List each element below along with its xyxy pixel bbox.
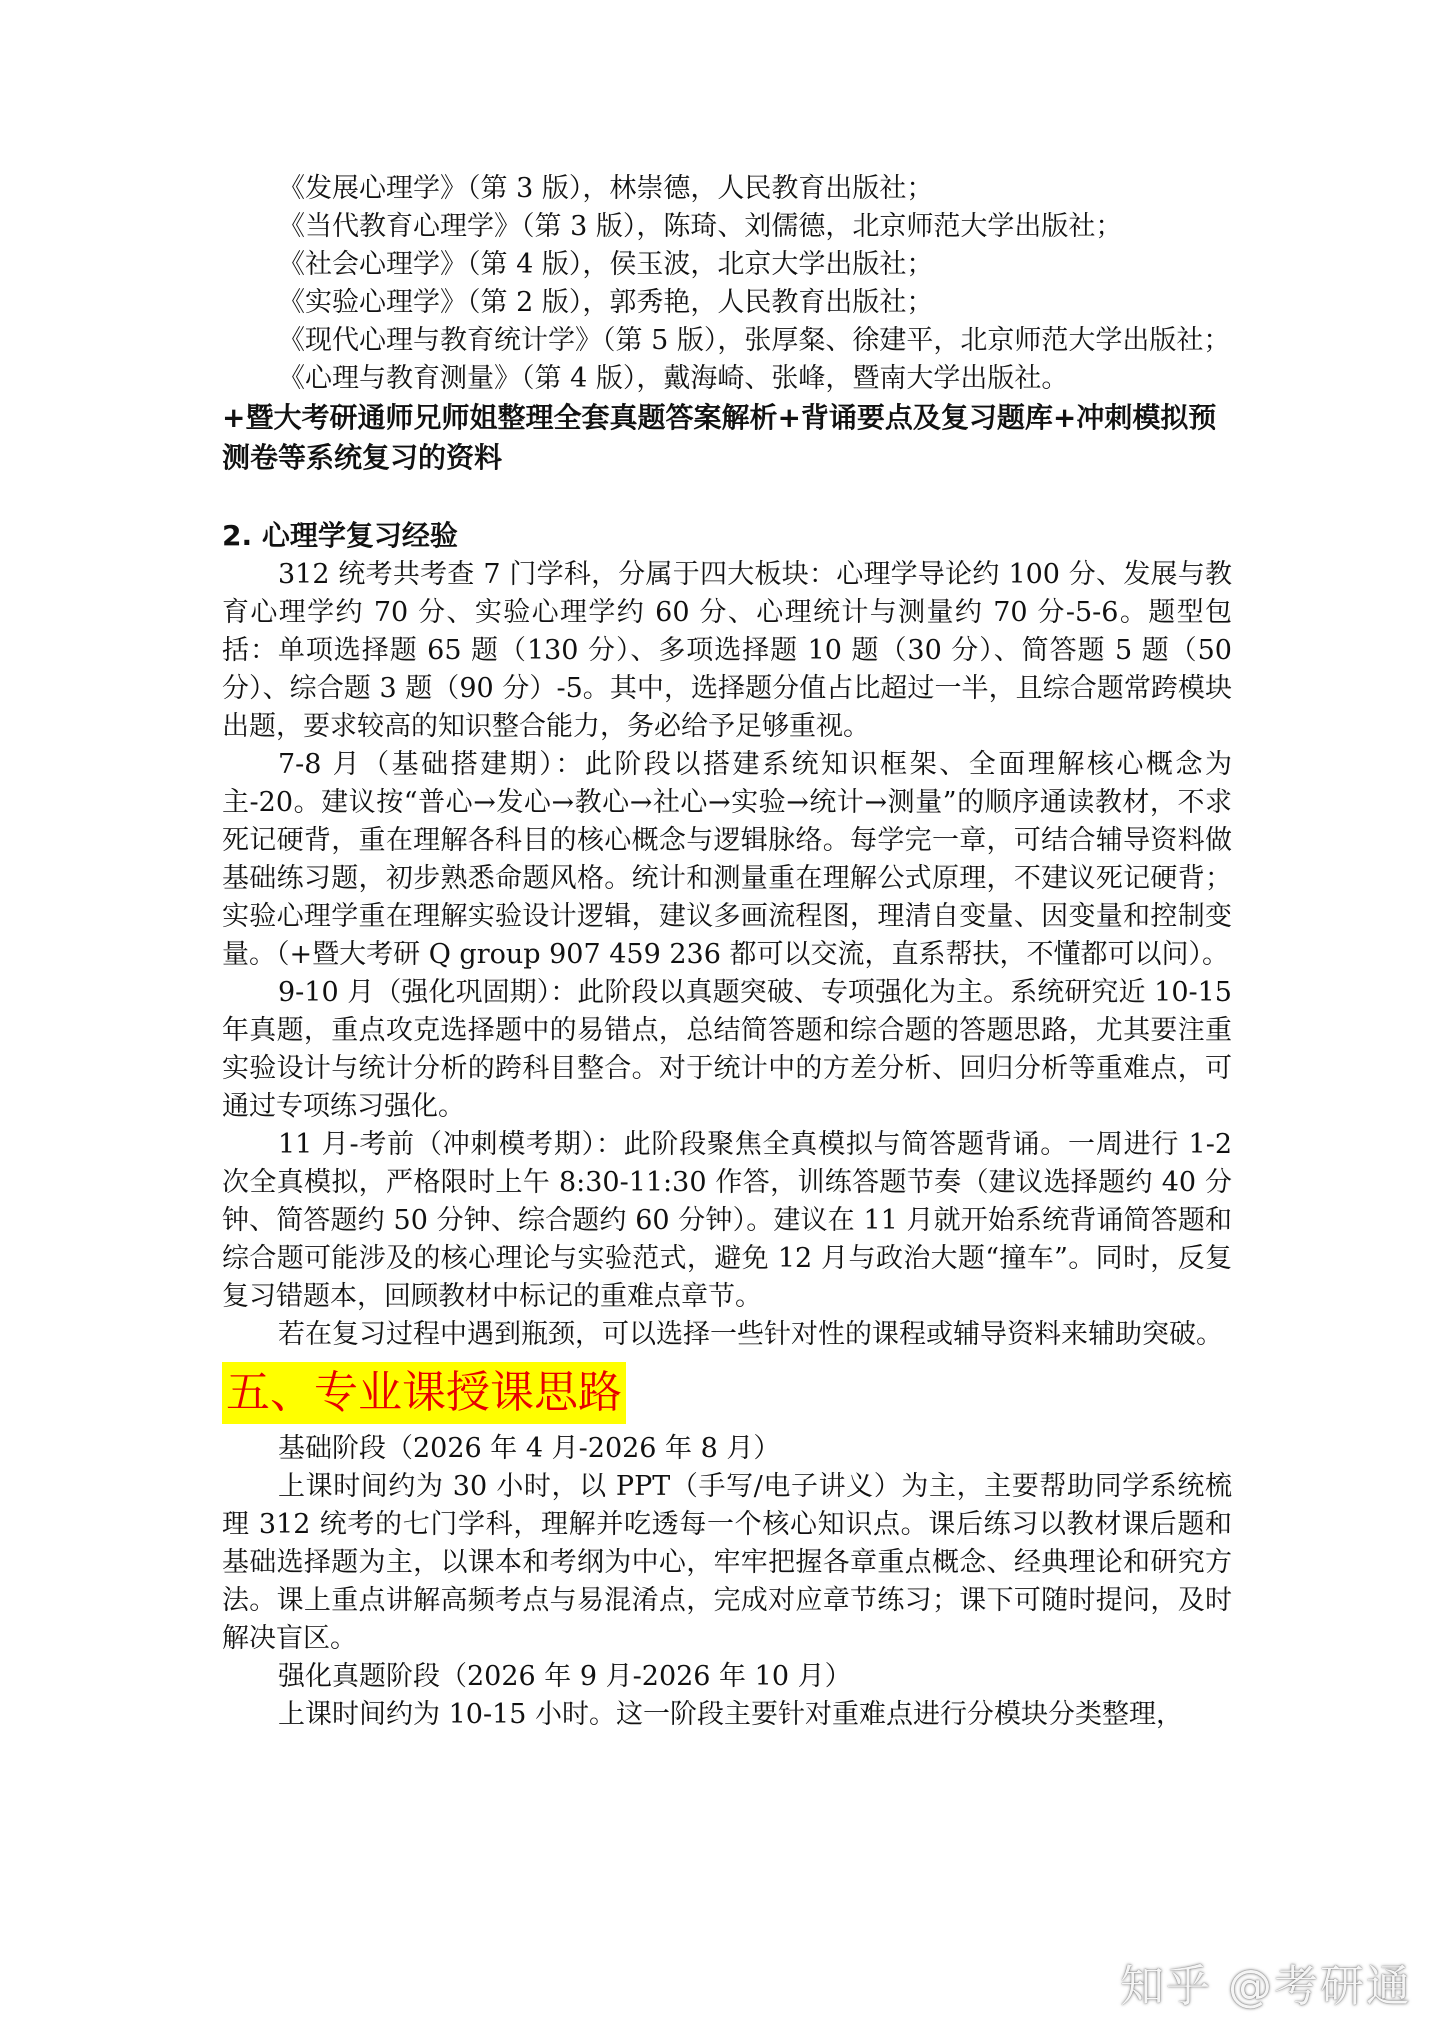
book-item: 《实验心理学》（第 2 版），郭秀艳，人民教育出版社； [278, 287, 934, 318]
book-item: 《社会心理学》（第 4 版），侯玉波，北京大学出版社； [278, 249, 934, 280]
watermark: 知乎 @考研通 [1120, 1961, 1412, 2012]
book-item: 《现代心理与教育统计学》（第 5 版），张厚粲、徐建平，北京师范大学出版社； [278, 325, 1231, 356]
paragraph: 11 月-考前（冲刺模考期）：此阶段聚焦全真模拟与简答题背诵。一周进行 1-2 次全真模拟，严格限时上午 8:30-11:30 作答，训练答题节奏（建议选择题约 40 分钟、简答题约 50 分钟、综合题约 60 分钟）。建议在 11 月就开始系统背诵简答题和综合题可能涉及的核心理论与实验范式，避免 12 月与政治大题“撞车”。同时，反复复习错题本，回顾教材中标记的重难点章节。 [222, 1129, 1232, 1312]
spacer [222, 478, 1232, 516]
book-item: 《发展心理学》（第 3 版），林崇德，人民教育出版社； [278, 173, 934, 204]
stage-title: 强化真题阶段（2026 年 9 月-2026 年 10 月） [278, 1661, 852, 1692]
document-page [222, 170, 1232, 1734]
heading-wrap [222, 1362, 1232, 1424]
paragraph: 7-8 月（基础搭建期）：此阶段以搭建系统知识框架、全面理解核心概念为主-20。建议按“普心→发心→教心→社心→实验→统计→测量”的顺序通读教材，不求死记硬背，重在理解各科目的核心概念与逻辑脉络。每学完一章，可结合辅导资料做基础练习题，初步熟悉命题风格。统计和测量重在理解公式原理，不建议死记硬背；实验心理学重在理解实验设计逻辑，建议多画流程图，理清自变量、因变量和控制变量。（+暨大考研 Q group 907 459 236 都可以交流，直系帮扶，不懂都可以问）。 [222, 749, 1232, 970]
paragraph: 上课时间约为 10-15 小时。这一阶段主要针对重难点进行分模块分类整理， [278, 1699, 1183, 1730]
section-title: 2. 心理学复习经验 [222, 519, 458, 552]
paragraph: 312 统考共考查 7 门学科，分属于四大板块：心理学导论约 100 分、发展与教育心理学约 70 分、实验心理学约 60 分、心理统计与测量约 70 分-5-6。题型包括：单项选择题 65 题（130 分）、多项选择题 10 题（30 分）、简答题 5 题（50 分）、综合题 3 题（90 分）-5。其中，选择题分值占比超过一半，且综合题常跨模块出题，要求较高的知识整合能力，务必给予足够重视。 [222, 559, 1232, 742]
book-item: 《心理与教育测量》（第 4 版），戴海崎、张峰，暨南大学出版社。 [278, 363, 1069, 394]
stage-title: 基础阶段（2026 年 4 月-2026 年 8 月） [278, 1433, 781, 1464]
paragraph: 若在复习过程中遇到瓶颈，可以选择一些针对性的课程或辅导资料来辅助突破。 [278, 1319, 1223, 1350]
paragraph: 上课时间约为 30 小时，以 PPT（手写/电子讲义）为主，主要帮助同学系统梳理 312 统考的七门学科，理解并吃透每一个核心知识点。课后练习以教材课后题和基础选择题为主，以课本和考纲为中心，牢牢把握各章重点概念、经典理论和研究方法。课上重点讲解高频考点与易混淆点，完成对应章节练习；课下可随时提问，及时解决盲区。 [222, 1471, 1232, 1654]
book-item: 《当代教育心理学》（第 3 版），陈琦、刘儒德，北京师范大学出版社； [278, 211, 1123, 242]
section-heading: 五、专业课授课思路 [222, 1362, 626, 1424]
paragraph: 9-10 月（强化巩固期）：此阶段以真题突破、专项强化为主。系统研究近 10-15 年真题，重点攻克选择题中的易错点，总结简答题和综合题的答题思路，尤其要注重实验设计与统计分析的跨科目整合。对于统计中的方差分析、回归分析等重难点，可通过专项练习强化。 [222, 977, 1232, 1122]
promo-line: +暨大考研通师兄师姐整理全套真题答案解析+背诵要点及复习题库+冲刺模拟预测卷等系统复习的资料 [222, 401, 1217, 474]
